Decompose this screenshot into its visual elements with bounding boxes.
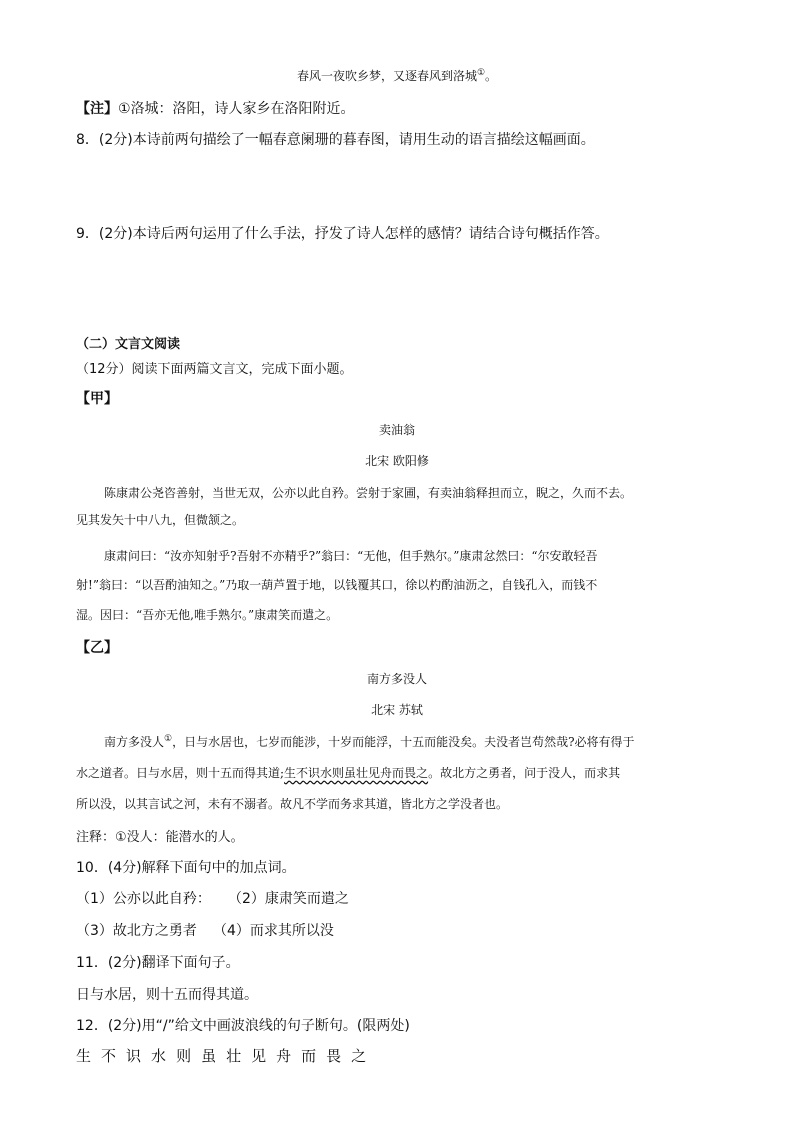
passage-label-jia: 【甲】 (76, 391, 118, 407)
question-10: 10．(4分)解释下面句中的加点词。 (76, 860, 296, 876)
passage-author-yi: 北宋 苏轼 (371, 703, 423, 717)
char: 则 (176, 1047, 202, 1065)
footnote-mark: ① (476, 68, 486, 78)
char: 不 (101, 1047, 127, 1065)
poem-note (76, 98, 355, 118)
char: 生 (76, 1047, 102, 1065)
passage-label-yi: 【乙】 (76, 640, 118, 656)
passage-title-yi: 南方多没人 (366, 672, 427, 686)
yi-line-1-a: 南方多没人 (104, 735, 165, 749)
yi-line-1-b: ，日与水居也，七岁而能涉，十岁而能浮，十五而能没矣。夫没者岂苟然哉?必将有得于 (172, 735, 635, 749)
char: 识 (126, 1047, 152, 1065)
note-mark: ① (118, 101, 131, 117)
note-text: 洛城：洛阳，诗人家乡在洛阳附近。 (130, 101, 355, 117)
yi-line-2-a: 水之道者。日与水居，则十五而得其道; (76, 766, 285, 780)
yi-line-2-b: 。故北方之勇者，问于没人，而求其 (428, 766, 621, 780)
char: 水 (151, 1047, 177, 1065)
passage-title-jia: 卖油翁 (378, 423, 415, 437)
question-12: 12．(2分)用“/”给文中画波浪线的句子断句。(限两处) (76, 1018, 410, 1034)
char: 见 (251, 1047, 277, 1065)
q12-chars (76, 1045, 376, 1066)
char: 之 (351, 1047, 377, 1065)
question-8: 8．(2分)本诗前两句描绘了一幅春意阑珊的暮春图，请用生动的语言描绘这幅画面。 (76, 132, 595, 148)
yi-line-1 (104, 733, 635, 750)
question-9: 9．(2分)本诗后两句运用了什么手法，抒发了诗人怎样的感情？请结合诗句概括作答。 (76, 226, 609, 242)
yi-line-2 (76, 764, 620, 781)
poem-last-line (0, 67, 794, 84)
section-intro: （12分）阅读下面两篇文言文，完成下面小题。 (76, 362, 353, 377)
char: 而 (301, 1047, 327, 1065)
jia-line-2: 见其发矢十中八九，但微颔之。 (76, 513, 245, 527)
poem-line-end: 。 (485, 69, 498, 83)
jia-line-4: 射!”翁曰：“以吾酌油知之。”乃取一葫芦置于地，以钱覆其口，徐以杓酌油沥之，自钱孔入，而钱不 (76, 578, 598, 592)
char: 舟 (276, 1047, 302, 1065)
poem-line-text: 春风一夜吹乡梦，又逐春风到洛城 (296, 69, 477, 83)
q11-sentence: 日与水居，则十五而得其道。 (76, 987, 258, 1003)
passage-author-jia: 北宋 欧阳修 (365, 454, 429, 468)
yi-note: 注释：①没人：能潜水的人。 (76, 830, 244, 845)
q10-item-3: （3）故北方之勇者 (76, 923, 197, 939)
jia-line-3: 康肃问曰：“汝亦知射乎?吾射不亦精乎?”翁曰：“无他，但手熟尔。”康肃忿然曰：“尔安敢轻吾 (104, 549, 598, 563)
q10-item-4: （4）而求其所以没 (213, 923, 334, 939)
yi-line-3: 所以没，以其言试之河，未有不溺者。故凡不学而务求其道，皆北方之学没者也。 (76, 797, 509, 811)
char: 壮 (226, 1047, 252, 1065)
wavy-underlined-sentence: 生不识水则虽壮见舟而畏之 (284, 766, 429, 780)
char: 畏 (326, 1047, 352, 1065)
jia-line-5: 湿。因曰：“吾亦无他,唯手熟尔。”康肃笑而遣之。 (76, 608, 339, 622)
char: 虽 (201, 1047, 227, 1065)
q10-item-1: （1）公亦以此自矜： (76, 891, 211, 907)
section-heading: （二）文言文阅读 (76, 337, 181, 352)
note-prefix: 【注】 (76, 101, 118, 117)
jia-line-1: 陈康肃公尧咨善射，当世无双，公亦以此自矜。尝射于家圃，有卖油翁释担而立，睨之，久而不去。 (104, 486, 633, 500)
yi-footnote-mark: ① (164, 734, 173, 744)
question-11: 11．(2分)翻译下面句子。 (76, 955, 240, 971)
q10-item-2: （2）康肃笑而遣之 (228, 891, 349, 907)
